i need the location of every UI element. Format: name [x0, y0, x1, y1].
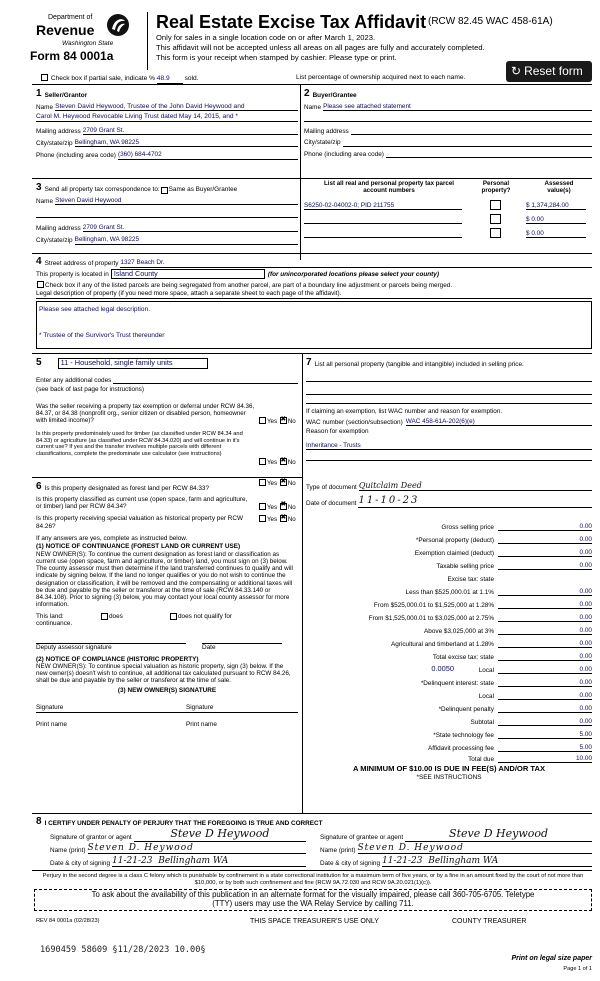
exemption-answer	[258, 417, 298, 425]
wac-field[interactable]: WAC 458-61A-202(6)(e)	[406, 418, 592, 426]
legal-description-label: Legal description of property (if you need more space, attach a separate sheet to each page of the affidavit).	[36, 290, 592, 298]
continuance-label: continuance.	[36, 619, 73, 627]
form-title: Real Estate Excise Tax Affidavit	[156, 12, 427, 32]
no-label: No	[287, 459, 296, 466]
calc-label: From $1,525,000.01 to $3,025,000 at 2.75%	[368, 614, 494, 622]
calc-row	[306, 596, 592, 609]
street-address-field[interactable]: 1327 Beach Dr.	[120, 259, 592, 267]
tax-calculation	[306, 518, 592, 781]
legal-line2: * Trustee of the Survivor's Trust thereunder	[39, 332, 165, 340]
local-rate: 0.0050	[431, 664, 454, 674]
divider-top	[32, 84, 592, 85]
divider-s4	[32, 253, 592, 254]
tech-fee-label: *State technology fee	[433, 731, 494, 739]
doc-date-field[interactable]: 11-10-23	[358, 495, 592, 508]
street-label: Street address of property	[44, 260, 119, 268]
legal-line1: Please see attached legal description.	[39, 305, 151, 313]
tax-corr-label: Send all property tax correspondence to:	[44, 186, 160, 194]
grantee-signature-block	[320, 828, 592, 867]
no-label: No	[287, 480, 296, 487]
personal-property-checkbox[interactable]	[490, 214, 501, 224]
tax-corr-name-line2[interactable]	[36, 217, 298, 218]
divider-col-top	[300, 84, 301, 260]
grantee-city: Bellingham WA	[428, 855, 499, 866]
dor-logo	[30, 12, 148, 70]
grantee-date: 11-21-23	[382, 855, 423, 866]
parcel-number-field[interactable]: S6250-02-04002-0; PID 211755	[304, 202, 462, 210]
header-note1: Only for sales in a single location code on or after March 1, 2023.	[156, 33, 376, 42]
section5	[36, 357, 298, 466]
calc-label: Less than $525,000.01 at 1.1%	[405, 588, 494, 596]
reset-form-label: Reset form	[524, 63, 583, 78]
calc-row	[306, 544, 592, 557]
calc-row	[306, 570, 592, 583]
divider-s6	[32, 477, 302, 478]
yes-label: Yes	[267, 418, 278, 425]
legal-description-box[interactable]	[36, 301, 592, 349]
local-label: Local	[478, 666, 494, 674]
buyer-address-field[interactable]	[351, 128, 592, 135]
interest-state-value[interactable]: 0.00	[498, 679, 592, 687]
grantor-city: Bellingham WA	[158, 855, 229, 866]
calc-value[interactable]: 0.00	[498, 549, 592, 557]
calc-row	[306, 726, 592, 739]
calc-value[interactable]: 0.00	[498, 627, 592, 635]
divider-s3	[32, 178, 592, 179]
calc-row	[306, 739, 592, 752]
section8	[36, 816, 592, 867]
grantee-date-field[interactable]	[382, 856, 592, 867]
calc-value[interactable]: 0.00	[498, 601, 592, 609]
this-land-label: This land:	[36, 612, 64, 620]
deputy-signature-label: Deputy assessor signature	[36, 644, 112, 652]
grantee-signature-field[interactable]: Steve D Heywood	[405, 828, 592, 842]
historic-question: Is this property receiving special valuation as historical property per RCW 84.26?	[36, 515, 244, 530]
interest-local-label: Local	[478, 692, 494, 700]
tax-corr-name-label: Name	[36, 197, 54, 205]
parcels-col2: Personal property?	[481, 180, 511, 195]
reset-form-button[interactable]	[506, 61, 592, 82]
buyer-phone-label: Phone (including area code)	[304, 150, 384, 158]
seller-name-line2[interactable]: Carol M. Heywood Revocable Living Trust dated May 14, 2015, and *	[36, 113, 298, 122]
buyer-city-field[interactable]	[343, 140, 592, 147]
tax-corr-city-label: City/state/zip	[36, 237, 73, 245]
perjury-notice: Perjury in the second degree is a class C felony which is punishable by confinement in a state correctional institution for a maximum term of five years, or by a fine in an amount fixed by the court of not more than $10,000, or by both such confinement and fine (RCW 9A.72.030 and RCW 9A.20.021(1)(c)).	[42, 873, 584, 886]
total-due-value[interactable]: 10.00	[498, 755, 592, 763]
segregated-label: Check box if any of the listed parcels are being segregated from another parcel, are part of a boundary line adjustment or parcels being merged.	[45, 281, 453, 289]
grantee-name-field[interactable]: Steven D. Heywood	[358, 843, 592, 854]
additional-codes-field[interactable]	[113, 377, 298, 384]
timber-question	[36, 431, 298, 466]
does-not-label: does not qualify for	[178, 612, 232, 620]
calc-label: Gross selling price	[441, 523, 494, 531]
same-as-buyer-label: Same as Buyer/Grantee	[168, 186, 238, 194]
parcel-row-2	[304, 216, 592, 228]
answers-instruction: If any answers are yes, complete as instructed below.	[36, 534, 188, 542]
assessed-value-field[interactable]: $ 0.00	[526, 230, 586, 238]
seller-name-line1[interactable]: Steven David Heywood, Trustee of the John David Heywood and	[55, 103, 298, 112]
parcels-col3: Assessed value(s)	[544, 180, 574, 195]
yes-label: Yes	[267, 503, 278, 511]
buyer-name-label: Name	[304, 103, 322, 111]
codes-label: Enter any additional codes	[36, 376, 112, 384]
processing-fee-value[interactable]: 5.00	[498, 744, 592, 752]
doc-type-field[interactable]: Quitclaim Deed	[359, 481, 592, 491]
deputy-date-label: Date	[202, 644, 216, 652]
calc-value[interactable]: 0.00	[498, 653, 592, 661]
tax-corr-name-field[interactable]: Steven David Heywood	[55, 197, 298, 205]
see-instructions-note: *SEE INSTRUCTIONS	[416, 773, 482, 781]
calc-label: From $525,000.01 to $1,525,000 at 1.28%	[373, 601, 494, 609]
calc-local-row	[306, 661, 592, 674]
timber-question-text: Is this property predominately used for timber (as classified under RCW 84.34 and 84.33) or agriculture (as classified under RCW 84.34.020) and will continue in it's current use? If yes and the transfer involves multiple parcels with different classifications, complete the predominate use calculator (see instructions)	[36, 431, 243, 457]
calc-row	[306, 583, 592, 596]
buyer-address-label: Mailing address	[304, 127, 349, 135]
owner-signature-label-2: Signature	[186, 704, 214, 712]
current-use-question: Is this property classified as current use (open space, farm and agriculture, or timber) land per RCW 84.34?	[36, 495, 248, 510]
parcel-row-3	[304, 230, 592, 242]
calc-value[interactable]: 0.00	[498, 536, 592, 544]
page-count: Page 1 of 1	[563, 966, 592, 972]
alternate-line2: (TTY) users may use the WA Relay Service by calling 711.	[212, 898, 414, 908]
seller-address-field[interactable]: 2709 Grant St.	[83, 127, 298, 135]
reset-icon: ↻	[511, 63, 522, 78]
rev-number: REV 84 0001a (02/28/23)	[36, 918, 100, 924]
doc-date-label: Date of document	[306, 500, 357, 508]
alternate-format-box	[34, 889, 592, 911]
owner-print-name-label-2: Print name	[186, 721, 217, 729]
no-label: No	[287, 418, 296, 425]
reason-field[interactable]: Inheritance - Trusts	[306, 442, 592, 450]
timber-no-checkbox[interactable]	[280, 458, 287, 465]
calc-value[interactable]: 0.00	[498, 523, 592, 531]
penalty-value[interactable]: 0.00	[498, 705, 592, 713]
current-use-yes-checkbox[interactable]	[259, 503, 266, 510]
reason-line2[interactable]	[306, 460, 592, 461]
calc-row	[306, 518, 592, 531]
does-checkbox[interactable]	[101, 613, 108, 620]
seller-city-field[interactable]: Bellingham, WA 98225	[75, 139, 298, 147]
street-heading-num: 4	[36, 256, 42, 267]
form-number: Form 84 0001a	[30, 49, 114, 63]
buyer-section	[304, 88, 592, 158]
section7	[306, 357, 592, 508]
owner-print-name-label: Print name	[36, 721, 67, 729]
owner-signature-label: Signature	[36, 704, 64, 712]
seller-heading-num: 1	[36, 88, 42, 99]
grantee-name-label: Name (print)	[320, 846, 356, 854]
processing-fee-label: Affidavit processing fee	[428, 744, 494, 752]
tech-fee-value[interactable]: 5.00	[498, 731, 592, 739]
grantee-sig-label: Signature of grantee or agent	[320, 834, 404, 842]
grantor-name-label: Name (print)	[50, 846, 86, 854]
alternate-line1: To ask about the availability of this publication in an alternate format for the visually impaired, please call 360-705-6705. Teletype	[91, 890, 535, 899]
section5-num: 5	[36, 357, 42, 368]
divider-s5	[32, 353, 592, 354]
street-section	[36, 256, 592, 349]
grantor-signature-block	[50, 828, 306, 867]
segregated-checkbox[interactable]	[37, 281, 44, 288]
calc-label: Taxable selling price	[436, 562, 494, 570]
calc-label: *Personal property (deduct)	[415, 536, 494, 544]
exemption-question	[36, 403, 298, 424]
buyer-city-label: City/state/zip	[304, 139, 341, 147]
parcel-row-1	[304, 202, 592, 214]
section6	[36, 481, 298, 729]
assessed-value-field[interactable]: $ 0.00	[526, 216, 586, 224]
historic-no-checkbox[interactable]	[280, 515, 287, 522]
grantor-date-field[interactable]	[112, 856, 306, 867]
timber-yes-checkbox[interactable]	[259, 458, 266, 465]
parcels-col1: List all real and personal property tax parcel account numbers	[324, 180, 454, 195]
new-owner-signature-title: (3) NEW OWNER(S) SIGNATURE	[117, 686, 217, 694]
historic-yes-checkbox[interactable]	[259, 515, 266, 522]
agency-line1: Department of	[48, 14, 93, 21]
historic-answer	[258, 515, 296, 523]
forest-answer	[258, 479, 296, 487]
personal-property-line1[interactable]	[306, 381, 592, 382]
partial-sale-checkbox[interactable]	[41, 74, 48, 81]
personal-property-line2[interactable]	[306, 394, 592, 395]
calc-row	[306, 700, 592, 713]
tax-corr-city-field[interactable]: Bellingham, WA 98225	[75, 236, 298, 244]
county-treasurer-label: COUNTY TREASURER	[452, 918, 527, 925]
certify-statement: I CERTIFY UNDER PENALTY OF PERJURY THAT THE FOREGOING IS TRUE AND CORRECT	[44, 820, 323, 828]
buyer-phone-field[interactable]	[386, 151, 592, 158]
minimum-due-note: A MINIMUM OF $10.00 IS DUE IN FEE(S) AND/OR TAX	[352, 764, 546, 773]
yes-label: Yes	[267, 516, 278, 524]
codes-note: (see back of last page for instructions)	[36, 385, 144, 393]
seller-address-label: Mailing address	[36, 127, 81, 135]
same-as-buyer-checkbox[interactable]	[161, 187, 168, 194]
yes-label: Yes	[267, 459, 278, 466]
calc-value[interactable]: 0.00	[498, 588, 592, 596]
calc-row	[306, 622, 592, 635]
grantor-date-label: Date & city of signing	[50, 859, 111, 867]
reason-label: Reason for exemption	[306, 428, 369, 436]
tax-corr-address-field[interactable]: 2709 Grant St.	[83, 224, 298, 232]
treasurer-use-label: THIS SPACE TREASURER'S USE ONLY	[250, 918, 379, 925]
divider-footer	[32, 870, 592, 871]
calc-value[interactable]: 0.00	[498, 562, 592, 570]
seller-section	[36, 88, 298, 160]
interest-local-value[interactable]: 0.00	[498, 692, 592, 700]
tax-corr-address-label: Mailing address	[36, 224, 81, 232]
calc-label: Exemption claimed (deduct)	[414, 549, 494, 557]
calc-label: Agricultural and timberland at 1.28%	[390, 640, 494, 648]
form-rcw: (RCW 82.45 WAC 458-61A)	[428, 16, 553, 27]
penalty-label: *Delinquent penalty	[438, 705, 494, 713]
doc-type-label: Type of document	[306, 483, 357, 491]
use-code-select[interactable]: 11 - Household, single family units	[58, 358, 208, 369]
forest-yes-checkbox[interactable]	[259, 479, 266, 486]
current-use-no-checkbox[interactable]	[280, 503, 287, 510]
seller-phone-field[interactable]: (360) 684-4702	[118, 151, 298, 159]
calc-label: Excise tax: state	[447, 575, 494, 583]
treasurer-stamp: 1690459 58609 §11/28/2023 10.00§	[40, 945, 206, 955]
assessed-value-field[interactable]: $ 1,374,284.00	[526, 202, 586, 210]
divider-s8	[32, 813, 592, 814]
county-select[interactable]: Island County	[111, 269, 265, 279]
calc-value[interactable]: 0.00	[498, 614, 592, 622]
tax-corr-heading-num: 3	[36, 182, 42, 193]
section8-num: 8	[36, 816, 42, 827]
legal-size-note: Print on legal size paper	[511, 955, 592, 962]
interest-state-label: *Delinquent interest: state	[420, 679, 494, 687]
grantor-signature-field[interactable]: Steve D Heywood	[134, 828, 306, 842]
buyer-name-line2[interactable]	[304, 121, 592, 122]
wac-label: WAC number (section/subsection)	[306, 418, 403, 426]
calc-row	[306, 713, 592, 726]
notice1-body: NEW OWNER(S): To continue the current designation as forest land or classification as current use (open space, farm and agriculture, or timber) land, you must sign on (3) below. The county assessor must then determine if the land transferred continues to qualify and will indicate by signing below. If the land no longer qualifies or you do not wish to continue the designation or classification, it will be removed and the compensating or additional taxes will be due and payable by the seller or transferor at the time of sale (RCW 84.33.140 or 84.34.108). Prior to signing (3) below, you may contact your local county assessor for more information.	[36, 550, 293, 609]
header-note3: This form is your receipt when stamped by cashier. Please type or print.	[156, 53, 397, 62]
calc-label: Total excise tax: state	[432, 653, 494, 661]
county-label: This property is located in	[36, 271, 109, 279]
agency-line2: Revenue	[36, 22, 95, 38]
yes-label: Yes	[267, 480, 278, 487]
ownership-note: List percentage of ownership acquired next to each name.	[296, 74, 466, 81]
calc-label: Above $3,025,000 at 3%	[424, 627, 494, 635]
partial-sale-label: Check box if partial sale, indicate %	[50, 75, 155, 82]
calc-row	[306, 635, 592, 648]
partial-percent-field[interactable]: 48.9	[157, 75, 183, 84]
county-note: (for unincorporated locations please select your county)	[267, 271, 439, 279]
calc-row	[306, 687, 592, 700]
notice2-title: (2) NOTICE OF COMPLIANCE (HISTORIC PROPERTY)	[36, 655, 199, 663]
personal-property-checkbox[interactable]	[490, 228, 501, 238]
agency-line3: Washington State	[62, 40, 114, 47]
local-value[interactable]: 0.00	[498, 666, 592, 674]
personal-property-line3[interactable]	[306, 403, 592, 404]
seller-name-label: Name	[36, 103, 54, 111]
does-label: does	[109, 612, 123, 620]
calc-row	[306, 531, 592, 544]
grantor-sig-label: Signature of grantor or agent	[50, 834, 132, 842]
subtotal-value[interactable]: 0.00	[498, 718, 592, 726]
buyer-heading: Buyer/Grantee	[312, 92, 357, 100]
calc-row	[306, 752, 592, 763]
calc-row	[306, 674, 592, 687]
revenue-swoosh-icon	[106, 13, 130, 37]
calc-value[interactable]: 0.00	[498, 640, 592, 648]
calc-row	[306, 557, 592, 570]
divider-col-mid	[302, 353, 303, 813]
seller-heading: Seller/Grantor	[44, 92, 88, 100]
calc-row	[306, 609, 592, 622]
exemption-yes-checkbox[interactable]	[259, 417, 266, 424]
subtotal-label: Subtotal	[470, 718, 494, 726]
header-note2: This affidavit will not be accepted unless all areas on all pages are fully and accurately completed.	[156, 43, 485, 52]
seller-phone-label: Phone (including area code)	[36, 152, 116, 160]
forest-question: Is this property designated as forest land per RCW 84.33?	[44, 485, 210, 493]
partial-sold-label: sold.	[184, 75, 199, 82]
buyer-heading-num: 2	[304, 88, 310, 99]
forest-no-checkbox[interactable]	[280, 479, 287, 486]
does-not-checkbox[interactable]	[170, 613, 177, 620]
notice2-body: NEW OWNER(S): To continue special valuation as historic property, sign (3) below. If the new owner(s) doesn't wish to continue, all additional tax calculated pursuant to RCW 84.26, shall be due and payable by the seller or transferor at the time of sale.	[36, 662, 291, 685]
buyer-name-field[interactable]: Please see attached statement	[323, 103, 592, 111]
tax-corr-section	[36, 182, 298, 245]
current-use-answer	[258, 503, 296, 511]
personal-property-checkbox[interactable]	[490, 200, 501, 210]
total-due-label: Total due	[468, 755, 494, 763]
partial-sale-row	[40, 74, 500, 84]
parcel-number-field[interactable]	[304, 230, 462, 238]
timber-answer	[258, 458, 298, 466]
grantor-name-field[interactable]: Steven D. Heywood	[88, 843, 306, 854]
no-label: No	[287, 503, 296, 511]
exemption-question-text: Was the seller receiving a property tax exemption or deferral under RCW 84.36, 84.37, or 84.38 (nonprofit org., senior citizen or disabled person, homeowner with limited income)?	[36, 403, 255, 425]
exemption-no-checkbox[interactable]	[280, 417, 287, 424]
section7-num: 7	[306, 357, 312, 368]
grantor-date: 11-21-23	[112, 855, 153, 866]
section6-num: 6	[36, 481, 42, 492]
seller-city-label: City/state/zip	[36, 140, 73, 148]
parcel-number-field[interactable]	[304, 216, 462, 224]
grantee-date-label: Date & city of signing	[320, 859, 381, 867]
calc-row	[306, 648, 592, 661]
personal-property-label: List all personal property (tangible and intangible) included in selling price.	[314, 361, 524, 369]
notice1-title: (1) NOTICE OF CONTINUANCE (FOREST LAND OR CURRENT USE)	[36, 543, 241, 551]
no-label: No	[287, 516, 296, 524]
exemption-wac-label: If claiming an exemption, list WAC number and reason for exemption.	[306, 407, 503, 415]
